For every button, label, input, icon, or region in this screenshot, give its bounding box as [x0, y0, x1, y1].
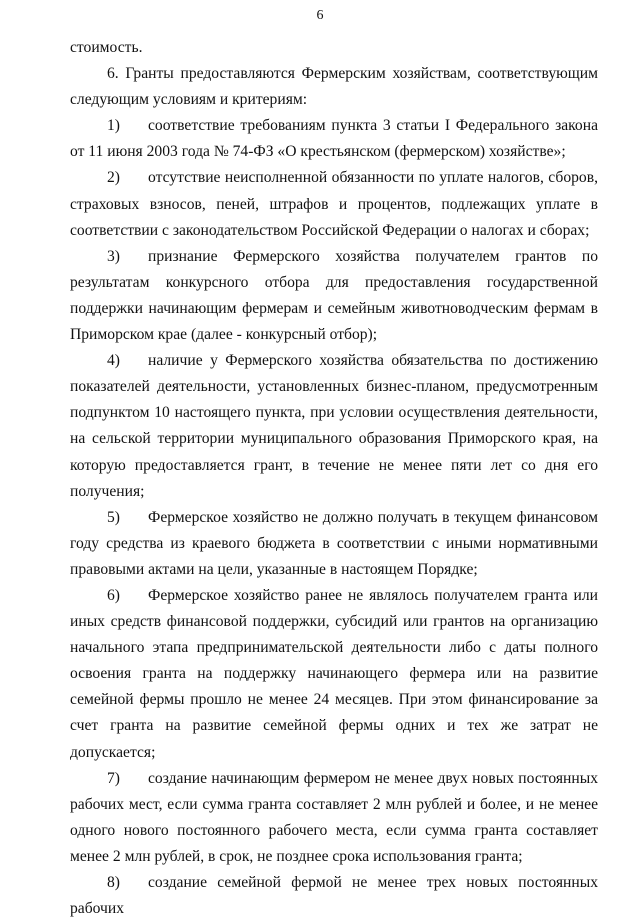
list-item-number: 2) [107, 169, 120, 187]
list-item-text: отсутствие неисполненной обязанности по уплате налогов, сборов, страховых взносов, пеней, штрафов и процентов, подлежащих уплате в соответствии с законодательством Российской Федерации о налогах и сборах; [70, 169, 598, 239]
list-item-text: Фермерское хозяйство не должно получать в текущем финансовом году средства из краевого бюджета в соответствии с иными нормативными правовыми актами на цели, указанные в настоящем Порядке; [70, 508, 598, 578]
list-item-number: 6) [107, 586, 120, 604]
list-item-text: наличие у Фермерского хозяйства обязательства по достижению показателей деятельности, установленных бизнес-планом, предусмотренным подпунктом 10 настоящего пункта, при условии осуществления деятельности, на сельской территории муниципального образования Приморского края, на которую предоставляется грант, в течение не менее пяти лет со дня его получения; [70, 352, 598, 500]
list-item-number: 4) [107, 352, 120, 370]
list-item-5 [70, 505, 598, 583]
list-item-number: 3) [107, 247, 120, 265]
list-item-text: Фермерское хозяйство ранее не являлось получателем гранта или иных средств финансовой поддержки, субсидий или грантов на организацию начального этапа предпринимательской деятельности либо с даты полного освоения гранта на поддержку начинающего фермера или на развитие семейной фермы прошло не менее 24 месяцев. При этом финансирование за счет гранта на развитие семейной фермы одних и тех же затрат не допускается; [70, 586, 598, 761]
list-item-7 [70, 766, 598, 870]
clause-6-intro: 6. Гранты предоставляются Фермерским хозяйствам, соответствующим следующим условиям и критериям: [70, 65, 598, 109]
list-item-text: создание начинающим фермером не менее двух новых постоянных рабочих мест, если сумма гранта составляет 2 млн рублей и более, и не менее одного нового постоянного рабочего места, если сумма гранта составляет менее 2 млн рублей, в срок, не позднее срока использования гранта; [70, 769, 598, 865]
list-item-2 [70, 165, 598, 243]
page-number: 6 [316, 8, 324, 23]
list-item-3 [70, 244, 598, 348]
list-item-1 [70, 113, 598, 165]
list-item-text: создание семейной фермой не менее трех новых постоянных рабочих [70, 874, 598, 918]
document-body [70, 35, 598, 922]
list-item-number: 8) [107, 874, 120, 891]
list-item-4 [70, 348, 598, 505]
list-item-number: 7) [107, 769, 120, 787]
continuation-text: стоимость. [70, 39, 143, 56]
list-item-number: 5) [107, 508, 120, 526]
list-item-number: 1) [107, 117, 120, 135]
list-item-text: признание Фермерского хозяйства получателем грантов по результатам конкурсного отбора для предоставления государственной поддержки начинающим фермерам и семейным животноводческим фермам в Приморском крае (далее - конкурсный отбор); [70, 247, 598, 344]
list-item-text: соответствие требованиям пункта 3 статьи I Федерального закона от 11 июня 2003 года № 74-ФЗ «О крестьянском (фермерском) хозяйстве»; [70, 117, 598, 161]
list-item-8 [70, 870, 598, 922]
list-item-6 [70, 583, 598, 766]
